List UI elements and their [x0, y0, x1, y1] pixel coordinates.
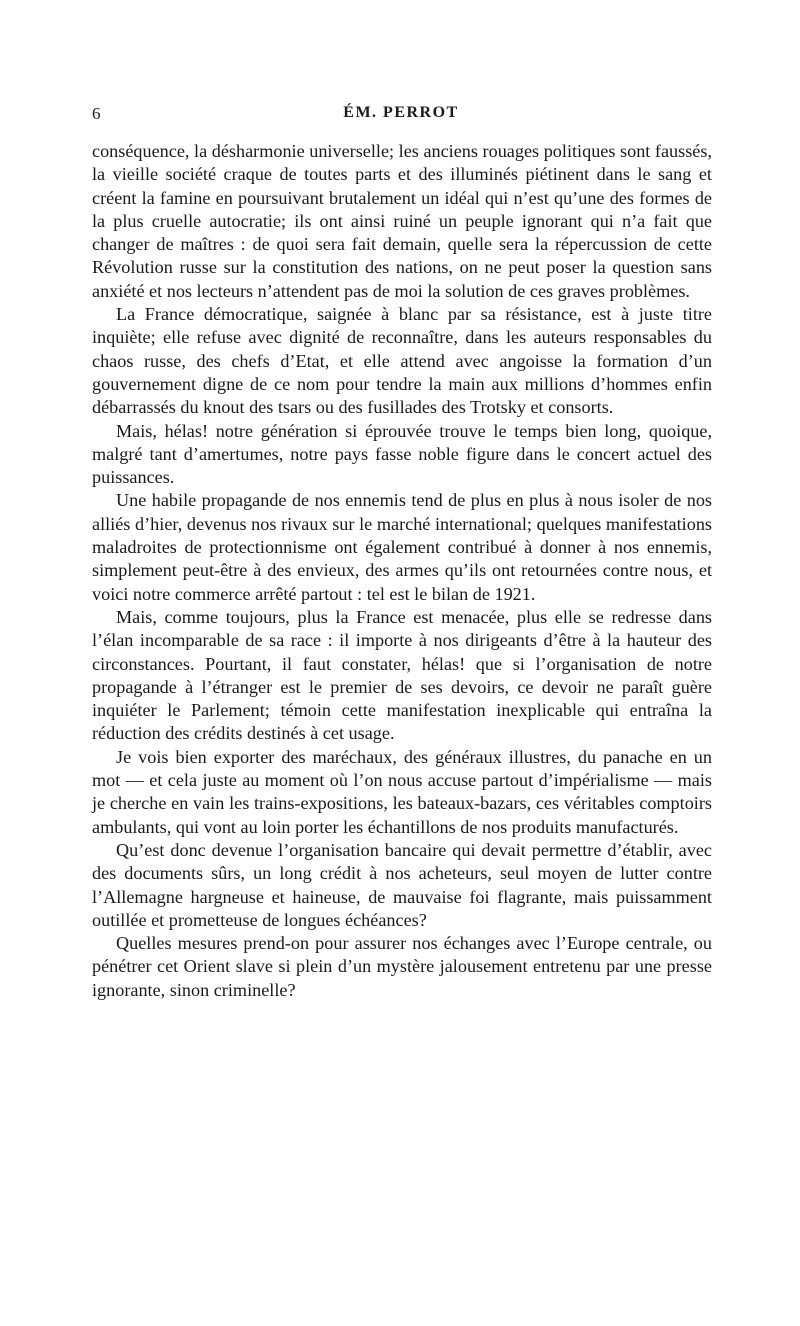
paragraph-4: Une habile propagande de nos ennemis tend de plus en plus à nous isoler de nos alliés d’hier, devenus nos rivaux sur le marché international; quelques manifestations maladroites de protectionnisme ont également contribué à donner à nos ennemis, simplement peut-être à des envieux, des armes qu’ils ont retournées contre nous, et voici notre commerce arrêté partout : tel est le bilan de 1921. — [92, 490, 712, 604]
paragraph-2: La France démocratique, saignée à blanc par sa résistance, est à juste titre inquiète; elle refuse avec dignité de reconnaître, dans les auteurs responsables du chaos russe, des chefs d’Etat, et elle attend avec angoisse la formation d’un gouvernement digne de ce nom pour tendre la main aux millions d’hommes enfin débarrassés du knout des tsars ou des fusillades des Trotsky et consorts. — [92, 304, 712, 418]
running-head: ÉM. PERROT — [343, 104, 459, 121]
paragraph-5: Mais, comme toujours, plus la France est menacée, plus elle se redresse dans l’élan incomparable de sa race : il importe à nos dirigeants d’être à la hauteur des circonstances. Pourtant, il faut constater, hélas! que si l’organisation de notre propagande à l’étranger est le premier de ses devoirs, ce devoir ne paraît guère inquiéter le Parlement; témoin cette manifestation inexplicable qui entraîna la réduction des crédits destinés à cet usage. — [92, 606, 712, 744]
paragraph-7: Qu’est donc devenue l’organisation bancaire qui devait permettre d’établir, avec des documents sûrs, un long crédit à nos acheteurs, seul moyen de lutter contre l’Allemagne hargneuse et haineuse, de mauvaise foi flagrante, mais puissamment outillée et prometteuse de longues échéances? — [92, 839, 712, 930]
paragraph-1: conséquence, la désharmonie universelle; les anciens rouages politiques sont faussés, la vieille société craque de toutes parts et des illuminés piétinent dans le sang et créent la famine en poursuivant brutalement un idéal qui n’est qu’une des formes de la plus cruelle autocratie; ils ont ainsi ruiné un peuple ignorant qui n’a fait que changer de maîtres : de quoi sera fait demain, quelle sera la répercussion de cette Révolution russe sur la constitution des nations, on ne peut poser la question sans anxiété et nos lecteurs n’attendent pas de moi la solution de ces graves problèmes. — [92, 141, 712, 301]
paragraph-8: Quelles mesures prend-on pour assurer nos échanges avec l’Europe centrale, ou pénétrer cet Orient slave si plein d’un mystère jalousement entretenu par une presse ignorante, sinon criminelle? — [92, 933, 712, 1000]
paragraph-3: Mais, hélas! notre génération si éprouvée trouve le temps bien long, quoique, malgré tant d’amertumes, notre pays fasse noble figure dans le concert actuel des puissances. — [92, 420, 712, 488]
paragraph-6: Je vois bien exporter des maréchaux, des généraux illustres, du panache en un mot — et cela juste au moment où l’on nous accuse partout d’impérialisme — mais je cherche en vain les trains-expositions, les bateaux-bazars, ces véritables comptoirs ambulants, qui vont au loin porter les échantillons de nos produits manufacturés. — [92, 746, 712, 837]
body-text — [92, 140, 712, 1002]
page-header — [92, 104, 710, 128]
page-number: 6 — [92, 104, 101, 123]
